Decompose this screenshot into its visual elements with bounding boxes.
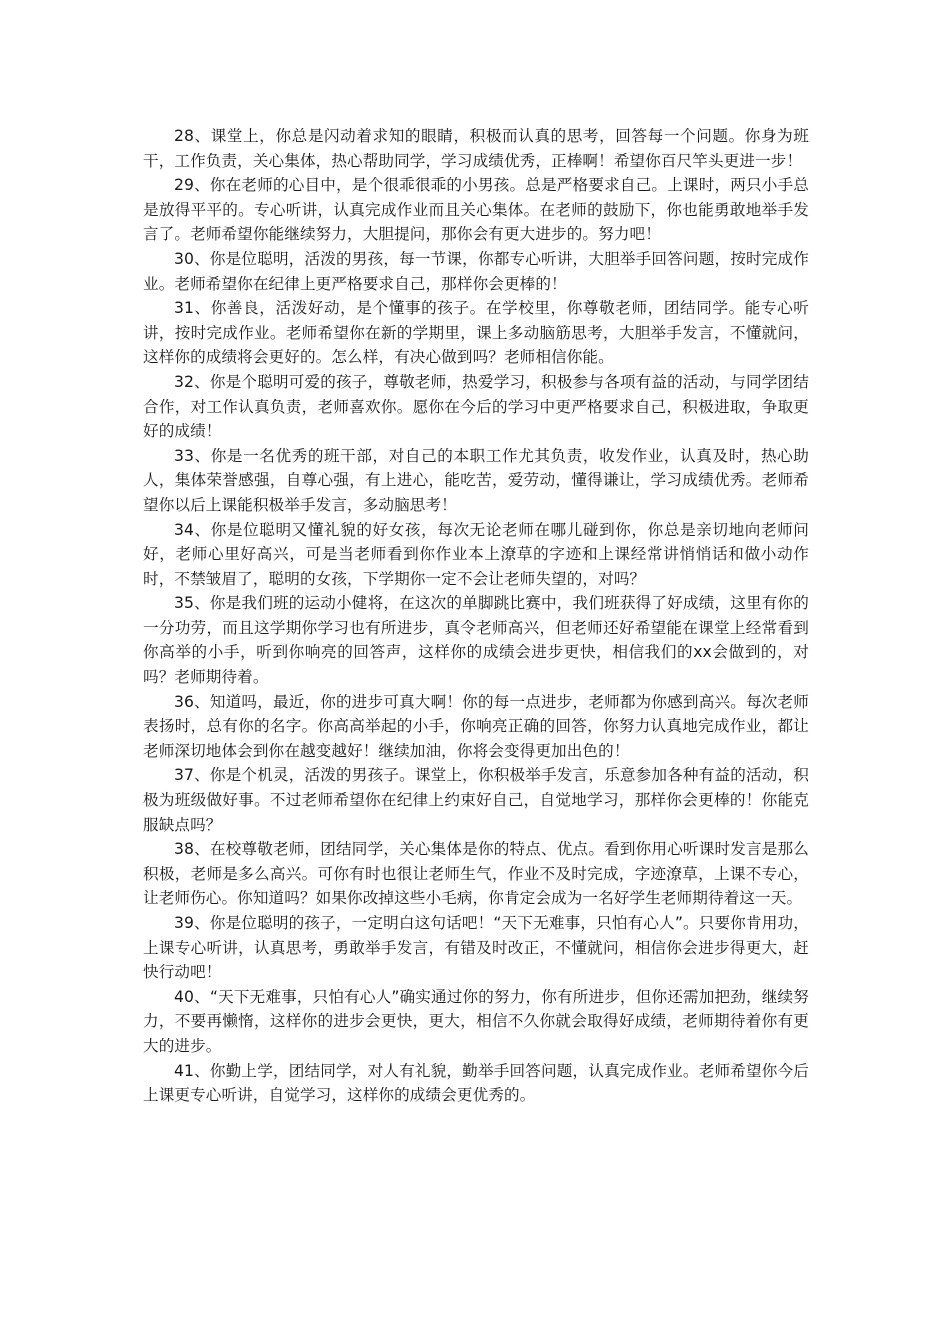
paragraph-30: 30、你是位聪明，活泼的男孩，每一节课，你都专心听讲，大胆举手回答问题，按时完成作业。老师希望你在纪律上更严格要求自己，那样你会更棒的！ <box>143 249 809 293</box>
paragraph-40: 40、“天下无难事，只怕有心人”确实通过你的努力，你有所进步，但你还需加把劲，继续努力，不要再懒惰，这样你的进步会更快，更大，相信不久你就会取得好成绩，老师期待着你有更大的进步。 <box>143 987 809 1055</box>
paragraph-37: 37、你是个机灵，活泼的男孩子。课堂上，你积极举手发言，乐意参加各种有益的活动，积极为班级做好事。不过老师希望你在纪律上约束好自己，自觉地学习，那样你会更棒的！你能克服缺点吗？ <box>143 766 809 834</box>
paragraph-36: 36、知道吗，最近，你的进步可真大啊！你的每一点进步，老师都为你感到高兴。每次老师表扬时，总有你的名字。你高高举起的小手，你响亮正确的回答，你努力认真地完成作业，都让老师深切地体会到你在越变越好！继续加油，你将会变得更加出色的！ <box>143 692 809 760</box>
paragraph-32: 32、你是个聪明可爱的孩子，尊敬老师，热爱学习，积极参与各项有益的活动，与同学团结合作，对工作认真负责，老师喜欢你。愿你在今后的学习中更严格要求自己，积极进取，争取更好的成绩！ <box>143 372 809 441</box>
paragraph-34: 34、你是位聪明又懂礼貌的好女孩，每次无论老师在哪儿碰到你，你总是亲切地向老师问好，老师心里好高兴，可是当老师看到你作业本上潦草的字迹和上课经常讲悄悄话和做小动作时，不禁皱眉了，聪明的女孩，下学期你一定不会让老师失望的，对吗？ <box>143 520 809 588</box>
paragraph-39: 39、你是位聪明的孩子，一定明白这句话吧！“天下无难事，只怕有心人”。只要你肯用功，上课专心听讲，认真思考，勇敢举手发言，有错及时改正，不懂就问，相信你会进步得更大，赶快行动吧！ <box>143 914 809 982</box>
paragraph-31: 31、你善良，活泼好动，是个懂事的孩子。在学校里，你尊敬老师，团结同学。能专心听讲，按时完成作业。老师希望你在新的学期里，课上多动脑筋思考，大胆举手发言，不懂就问，这样你的成绩将会更好的。怎么样，有决心做到吗？老师相信你能。 <box>143 299 809 367</box>
paragraph-41: 41、你勤上学，团结同学，对人有礼貌，勤举手回答问题，认真完成作业。老师希望你今后上课更专心听讲，自觉学习，这样你的成绩会更优秀的。 <box>143 1061 809 1105</box>
paragraph-38: 38、在校尊敬老师，团结同学，关心集体是你的特点、优点。看到你用心听课时发言是那么积极，老师是多么高兴。可你有时也很让老师生气，作业不及时完成，字迹潦草，上课不专心，让老师伤心。你知道吗？如果你改掉这些小毛病，你肯定会成为一名好学生老师期待着这一天。 <box>143 840 809 908</box>
paragraph-33: 33、你是一名优秀的班干部，对自己的本职工作尤其负责，收发作业，认真及时，热心助人，集体荣誉感强，自尊心强，有上进心，能吃苦，爱劳动，懂得谦让，学习成绩优秀。老师希望你以后上课能积极举手发言，多动脑思考！ <box>143 446 809 514</box>
paragraph-29: 29、你在老师的心目中，是个很乖很乖的小男孩。总是严格要求自己。上课时，两只小手总是放得平平的。专心听讲，认真完成作业而且关心集体。在老师的鼓励下，你也能勇敢地举手发言了。老师希望你能继续努力，大胆提问，那你会有更大进步的。努力吧！ <box>143 176 809 244</box>
paragraph-35: 35、你是我们班的运动小健将，在这次的单脚跳比赛中，我们班获得了好成绩，这里有你的一分功劳，而且这学期你学习也有所进步，真令老师高兴，但老师还好希望能在课堂上经常看到你高举的小手，听到你响亮的回答声，这样你的成绩会进步更快，相信我们的xx会做到的，对吗？老师期待着。 <box>143 594 809 687</box>
paragraph-28: 28、课堂上，你总是闪动着求知的眼睛，积极而认真的思考，回答每一个问题。你身为班干，工作负责，关心集体，热心帮助同学，学习成绩优秀，正棒啊！希望你百尺竿头更进一步！ <box>143 127 809 170</box>
document-body <box>143 124 809 1108</box>
